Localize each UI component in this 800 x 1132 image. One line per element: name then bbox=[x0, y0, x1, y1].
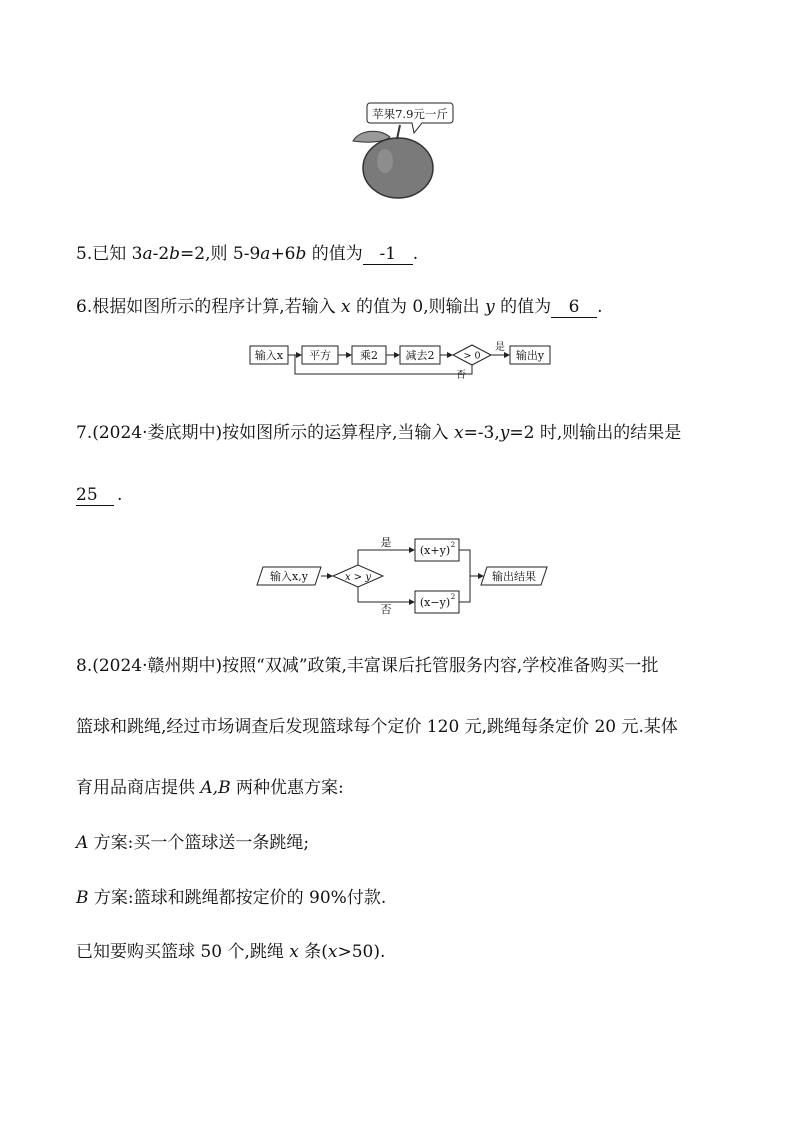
flowchart-q6 bbox=[248, 340, 558, 380]
svg-text:2: 2 bbox=[450, 593, 456, 601]
flow7-cond: x > y bbox=[344, 572, 372, 583]
flow-no: 否 bbox=[456, 370, 466, 380]
flow7-output: 输出结果 bbox=[492, 570, 536, 583]
question-8-line1: 8.(2024·赣州期中)按照“双减”政策,丰富课后托管服务内容,学校准备购买一批 bbox=[76, 656, 659, 676]
flow7-top-expr: (x+y) bbox=[419, 544, 451, 557]
flow-square: 平方 bbox=[309, 349, 331, 362]
apple-body bbox=[363, 138, 433, 198]
svg-text:2: 2 bbox=[450, 541, 456, 549]
question-8-condition: 已知要购买篮球 50 个,跳绳 x 条(x>50). bbox=[76, 942, 386, 962]
bubble-text: 苹果7.9元一斤 bbox=[372, 107, 448, 121]
plan-b: B 方案:篮球和跳绳都按定价的 90%付款. bbox=[76, 888, 387, 908]
question-7-answer-line: 25 . bbox=[76, 485, 123, 505]
answer-blank: 25 bbox=[76, 485, 114, 506]
flow-mul: 乘2 bbox=[360, 349, 378, 362]
answer-blank: 6 bbox=[551, 297, 597, 318]
question-6: 6.根据如图所示的程序计算,若输入 x 的值为 0,则输出 y 的值为 6 . bbox=[76, 297, 603, 317]
flow-input: 输入x bbox=[254, 349, 284, 362]
flow-yes: 是 bbox=[495, 342, 505, 353]
flow7-yes: 是 bbox=[380, 536, 392, 549]
question-7: 7.(2024·娄底期中)按如图所示的运算程序,当输入 x=-3,y=2 时,则输出的结果是 bbox=[76, 423, 682, 443]
flow-output: 输出y bbox=[515, 349, 545, 362]
apple-illustration bbox=[340, 95, 465, 200]
flow7-bot-expr: (x−y) bbox=[419, 596, 451, 609]
flow7-input: 输入x,y bbox=[270, 570, 308, 583]
flow-cond: > 0 bbox=[463, 350, 481, 362]
flow-sub: 减去2 bbox=[405, 349, 435, 362]
question-8-line2: 篮球和跳绳,经过市场调查后发现篮球每个定价 120 元,跳绳每条定价 20 元.某体 bbox=[76, 717, 678, 737]
plan-a: A 方案:买一个篮球送一条跳绳; bbox=[76, 833, 310, 853]
answer-blank: -1 bbox=[363, 244, 413, 265]
question-8-line3: 育用品商店提供 A,B 两种优惠方案: bbox=[76, 778, 344, 798]
flow7-no: 否 bbox=[380, 603, 392, 616]
question-5: 5.已知 3a-2b=2,则 5-9a+6b 的值为 -1 . bbox=[76, 244, 419, 264]
flowchart-q7 bbox=[255, 533, 555, 617]
apple-stem bbox=[397, 125, 400, 139]
